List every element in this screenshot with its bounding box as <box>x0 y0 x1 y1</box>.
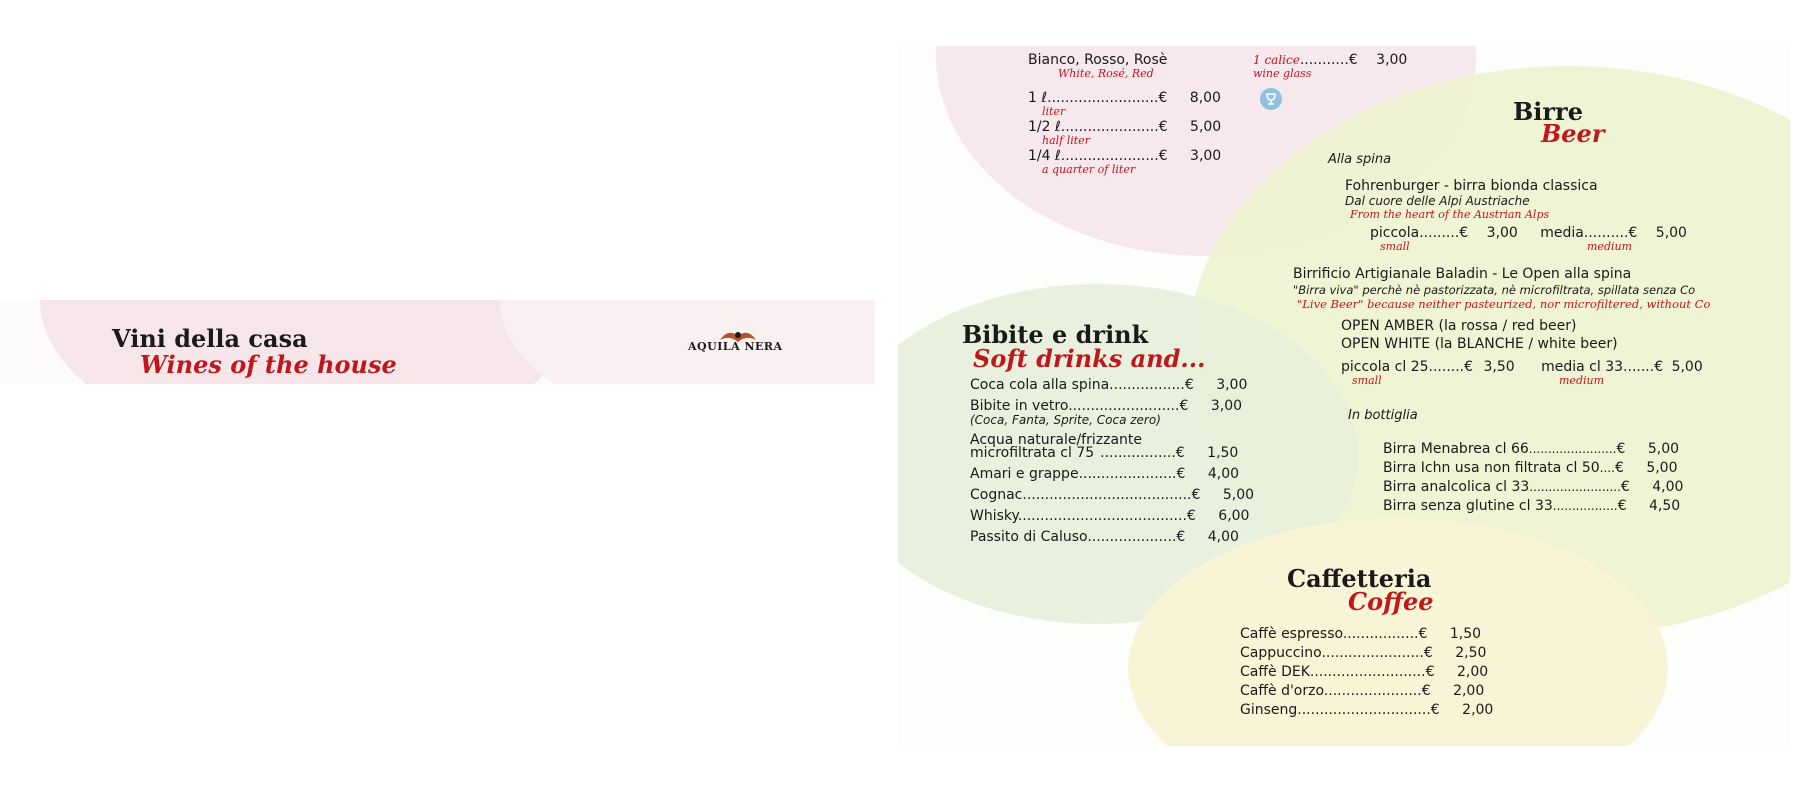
fohrenburger-medium-currency: € <box>1628 225 1638 241</box>
bottle-row-price: 4,50 <box>1649 498 1681 514</box>
drinks-subtitle: Soft drinks and... <box>973 344 1206 373</box>
coffee-row-dots: .......................... <box>1309 664 1426 680</box>
drink-row-label: Bibite in vetro <box>970 398 1069 414</box>
wine-glass-row <box>1253 52 1407 68</box>
wine-glass-label: 1 calice <box>1253 53 1300 67</box>
fohrenburger-medium-label: media <box>1540 225 1584 241</box>
logo <box>688 326 798 366</box>
baladin-medium-price: 5,00 <box>1671 359 1703 375</box>
wine-label-en: White, Rosé, Red <box>1058 67 1154 80</box>
baladin-medium-currency: € <box>1654 359 1664 375</box>
bottle-row-dots: .... <box>1599 461 1615 475</box>
drink-row <box>970 445 1238 461</box>
baladin-small-en: small <box>1352 374 1382 387</box>
bottle-row-currency: € <box>1617 498 1627 514</box>
bottle-row-dots: ................. <box>1552 499 1618 513</box>
wine-row-currency: € <box>1158 148 1168 164</box>
wine-row-label: 1 ℓ <box>1028 90 1048 106</box>
drink-row <box>970 508 1249 524</box>
coffee-row-label: Ginseng <box>1240 702 1298 718</box>
bottle-row-label: Birra analcolica cl 33 <box>1383 479 1530 495</box>
drink-row <box>970 466 1239 482</box>
wine-row-currency: € <box>1158 90 1168 106</box>
coffee-row-dots: ...................... <box>1323 683 1422 699</box>
drink-row-currency: € <box>1176 466 1186 482</box>
bottle-row-currency: € <box>1614 460 1624 476</box>
drink-row-dots: .................... <box>1087 529 1177 545</box>
drink-row-label: Whisky <box>970 508 1018 524</box>
coffee-title: Caffetteria <box>1287 564 1432 593</box>
fohrenburger-desc-it: Dal cuore delle Alpi Austriache <box>1345 194 1530 208</box>
wine-row <box>1028 90 1221 106</box>
drink-row-dots: ...................................... <box>1022 487 1192 503</box>
bottle-row <box>1383 460 1677 476</box>
bottle-row-currency: € <box>1616 441 1626 457</box>
logo-text: AQUILA NERA <box>688 340 783 353</box>
fohrenburger-small-label: piccola <box>1370 225 1420 241</box>
baladin-amber: OPEN AMBER (la rossa / red beer) <box>1341 318 1577 334</box>
coffee-row-currency: € <box>1421 683 1431 699</box>
coffee-row-dots: .............................. <box>1297 702 1431 718</box>
wine-row-label: 1/4 ℓ <box>1028 148 1061 164</box>
bottle-row <box>1383 498 1680 514</box>
fohrenburger-medium-en: medium <box>1587 240 1633 253</box>
coffee-row-currency: € <box>1418 626 1428 642</box>
baladin-medium-en: medium <box>1559 374 1605 387</box>
left-panel-subtitle: Wines of the house <box>140 350 397 379</box>
beer-tap-heading: Alla spina <box>1328 152 1392 167</box>
coffee-row <box>1240 683 1484 699</box>
wine-row-en: liter <box>1042 105 1066 118</box>
drink-row-price: 5,00 <box>1222 487 1255 503</box>
coffee-row-label: Caffè DEK <box>1240 664 1310 680</box>
drink-row-currency: € <box>1176 529 1186 545</box>
coffee-row-currency: € <box>1425 664 1435 680</box>
baladin-desc-it: "Birra viva" perchè nè pastorizzata, nè microfiltrata, spillata senza Co <box>1293 283 1696 297</box>
baladin-white: OPEN WHITE (la BLANCHE / white beer) <box>1341 336 1618 352</box>
wine-row-price: 3,00 <box>1190 148 1222 164</box>
bottle-row <box>1383 441 1679 457</box>
bottle-row-price: 4,00 <box>1652 479 1684 495</box>
wine-glass-price: 3,00 <box>1376 52 1408 68</box>
wine-row-dots: ...................... <box>1060 119 1159 135</box>
drink-row-dots: ...................... <box>1078 466 1177 482</box>
fohrenburger-small-dots: ......... <box>1419 225 1460 241</box>
coffee-row-price: 2,00 <box>1456 664 1489 680</box>
coffee-row-price: 2,00 <box>1453 683 1485 699</box>
wine-row-price: 8,00 <box>1189 90 1221 106</box>
left-panel <box>0 300 875 384</box>
coffee-row-dots: ................. <box>1342 626 1419 642</box>
left-panel-title: Vini della casa <box>112 324 308 353</box>
drink-row-note: (Coca, Fanta, Sprite, Coca zero) <box>970 413 1161 427</box>
beer-bottle-heading: In bottiglia <box>1348 408 1418 423</box>
baladin-medium-label: media cl 33 <box>1541 359 1624 375</box>
coffee-row-label: Caffè d'orzo <box>1240 683 1324 699</box>
drink-row-currency: € <box>1186 508 1196 524</box>
baladin-small-dots: ........ <box>1428 359 1465 375</box>
drink-row-dots: ................. <box>1109 377 1185 393</box>
bottle-row-label: Birra Ichn usa non filtrata cl 50 <box>1383 460 1600 476</box>
baladin-desc-en: "Live Beer" because neither pasteurized, nor microfiltered, without Co <box>1297 297 1711 311</box>
drink-row-price: 4,00 <box>1207 529 1239 545</box>
drink-row-currency: € <box>1184 377 1194 393</box>
wine-glass-en: wine glass <box>1253 67 1312 80</box>
wine-row-label: 1/2 ℓ <box>1028 119 1061 135</box>
coffee-row-label: Caffè espresso <box>1240 626 1343 642</box>
wine-glass-currency: € <box>1348 52 1358 68</box>
beer-title: Birre <box>1513 97 1583 126</box>
baladin-small-currency: € <box>1464 359 1474 375</box>
wine-row-currency: € <box>1158 119 1168 135</box>
wine-row-dots: ...................... <box>1060 148 1159 164</box>
fohrenburger-name: Fohrenburger - birra bionda classica <box>1345 178 1598 194</box>
wine-glass-icon <box>1260 88 1282 110</box>
fohrenburger-desc-en: From the heart of the Austrian Alps <box>1350 208 1550 221</box>
wine-glass-dots: ........... <box>1299 52 1349 68</box>
fohrenburger-medium-price: 5,00 <box>1655 225 1687 241</box>
wine-row <box>1028 148 1221 164</box>
coffee-row-price: 2,00 <box>1462 702 1494 718</box>
drink-row-label: Acqua naturale/frizzante <box>970 432 1143 448</box>
drink-row-currency: € <box>1175 445 1185 461</box>
drink-row-label: Cognac <box>970 487 1023 503</box>
baladin-small-price: 3,50 <box>1483 359 1515 375</box>
bottle-row-currency: € <box>1620 479 1630 495</box>
drink-row-dots: ................. <box>1100 445 1176 461</box>
drinks-title: Bibite e drink <box>962 320 1149 349</box>
drink-row-label: Passito di Caluso <box>970 529 1088 545</box>
wine-row-dots: ......................... <box>1047 90 1159 106</box>
bottle-row <box>1383 479 1683 495</box>
beer-subtitle: Beer <box>1541 119 1605 148</box>
baladin-name: Birrificio Artigianale Baladin - Le Open alla spina <box>1293 266 1632 282</box>
drink-row <box>970 398 1242 414</box>
drink-row-price: 3,00 <box>1210 398 1243 414</box>
coffee-row-currency: € <box>1430 702 1440 718</box>
fohrenburger-sizes <box>1370 225 1687 241</box>
drink-row-price: 1,50 <box>1207 445 1239 461</box>
coffee-row <box>1240 664 1488 680</box>
bottle-row-price: 5,00 <box>1647 441 1680 457</box>
coffee-row-price: 2,50 <box>1455 645 1487 661</box>
bottle-row-dots: ....................... <box>1528 442 1617 456</box>
bottle-row-dots: ........................ <box>1529 480 1621 494</box>
coffee-row <box>1240 702 1493 718</box>
drink-row-price: 3,00 <box>1216 377 1248 393</box>
drink-row-dots: ......................... <box>1068 398 1180 414</box>
fohrenburger-small-currency: € <box>1459 225 1469 241</box>
fohrenburger-medium-dots: .......... <box>1583 225 1629 241</box>
coffee-row-dots: ....................... <box>1321 645 1424 661</box>
drink-row-label: microfiltrata cl 75 <box>970 445 1095 461</box>
coffee-row <box>1240 645 1486 661</box>
drink-row <box>970 487 1254 503</box>
wine-row-en: half liter <box>1042 134 1090 147</box>
baladin-medium-dots: ....... <box>1623 359 1655 375</box>
drink-row <box>970 529 1239 545</box>
wine-row <box>1028 119 1221 135</box>
drink-row <box>970 377 1247 393</box>
drink-row-label: Amari e grappe <box>970 466 1079 482</box>
drink-row-currency: € <box>1191 487 1201 503</box>
coffee-subtitle: Coffee <box>1348 587 1434 616</box>
wine-label: Bianco, Rosso, Rosè <box>1028 52 1168 68</box>
drink-row-dots: ...................................... <box>1017 508 1187 524</box>
baladin-sizes <box>1341 359 1703 375</box>
coffee-row-price: 1,50 <box>1449 626 1482 642</box>
coffee-row-label: Cappuccino <box>1240 645 1322 661</box>
coffee-row <box>1240 626 1481 642</box>
wine-row-price: 5,00 <box>1190 119 1222 135</box>
bottle-row-label: Birra senza glutine cl 33 <box>1383 498 1553 514</box>
fohrenburger-small-price: 3,00 <box>1486 225 1518 241</box>
drink-row-price: 6,00 <box>1218 508 1250 524</box>
fohrenburger-small-en: small <box>1380 240 1410 253</box>
wine-row-en: a quarter of liter <box>1042 163 1136 176</box>
coffee-row-currency: € <box>1423 645 1433 661</box>
drink-row-price: 4,00 <box>1207 466 1240 482</box>
drink-row-label: Coca cola alla spina <box>970 377 1110 393</box>
drink-row-currency: € <box>1179 398 1189 414</box>
baladin-small-label: piccola cl 25 <box>1341 359 1429 375</box>
bottle-row-label: Birra Menabrea cl 66 <box>1383 441 1529 457</box>
bottle-row-price: 5,00 <box>1646 460 1678 476</box>
